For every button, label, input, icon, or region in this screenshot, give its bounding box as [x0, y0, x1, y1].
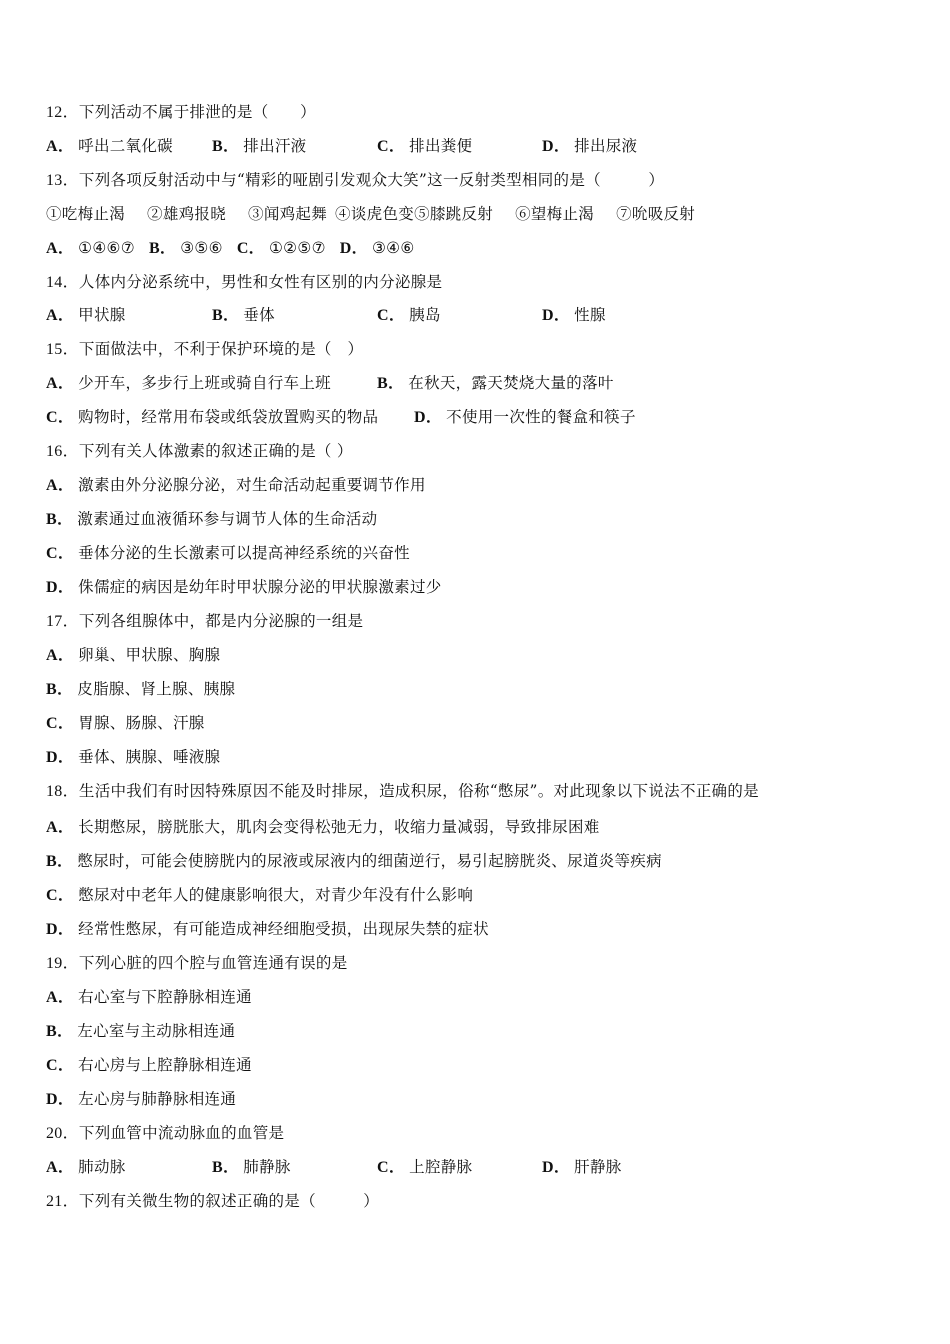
option-c[interactable]: C． 垂体分泌的生长激素可以提高神经系统的兴奋性: [46, 544, 410, 562]
option-a[interactable]: A． 卵巢、甲状腺、胸腺: [46, 646, 221, 664]
reflex-item-1: ①吃梅止渴: [46, 205, 126, 223]
question-text: 下列心脏的四个腔与血管连通有误的是: [78, 954, 348, 972]
question-number: 17．: [46, 613, 79, 630]
reflex-item-5: ⑤膝跳反射: [414, 205, 494, 223]
question-12-options: [46, 134, 906, 158]
option-d[interactable]: D． 不使用一次性的餐盒和筷子: [414, 408, 636, 426]
question-number: 16．: [46, 443, 79, 460]
option-d[interactable]: D． 性腺: [542, 306, 606, 324]
option-c[interactable]: C． 购物时，经常用布袋或纸袋放置购买的物品: [46, 408, 379, 426]
option-c[interactable]: C． 胰岛: [377, 306, 441, 324]
question-number: 21．: [46, 1193, 79, 1210]
option-b[interactable]: B． 皮脂腺、肾上腺、胰腺: [46, 680, 236, 698]
reflex-item-2: ②雄鸡报晓: [147, 205, 227, 223]
question-15-options-row-2: [46, 405, 906, 429]
question-number: 15．: [46, 341, 79, 358]
question-text: 下列各项反射活动中与“精彩的哑剧引发观众大笑”这一反射类型相同的是（ ）: [78, 171, 665, 189]
option-d[interactable]: D． 排出尿液: [542, 137, 638, 155]
question-text: 下列血管中流动脉血的血管是: [78, 1124, 285, 1142]
question-14-options: [46, 303, 906, 327]
question-text: 下列活动不属于排泄的是（ ）: [78, 103, 316, 121]
option-a[interactable]: A． 肺动脉: [46, 1158, 126, 1176]
reflex-item-7: ⑦吮吸反射: [616, 205, 696, 223]
reflex-item-6: ⑥望梅止渴: [515, 205, 595, 223]
question-number: 18．: [46, 783, 79, 800]
question-number: 12．: [46, 104, 79, 121]
question-text: 生活中我们有时因特殊原因不能及时排尿，造成积尿，俗称“憋尿”。对此现象以下说法不正确的是: [78, 782, 759, 800]
option-c[interactable]: C． 胃腺、肠腺、汗腺: [46, 714, 205, 732]
option-d[interactable]: D． 垂体、胰腺、唾液腺: [46, 748, 221, 766]
option-b[interactable]: B． 垂体: [212, 306, 275, 324]
option-a[interactable]: A． ①④⑥⑦: [46, 239, 135, 257]
question-19-stem: [46, 951, 348, 975]
option-d[interactable]: D． 左心房与肺静脉相连通: [46, 1090, 237, 1108]
question-14-stem: [46, 270, 442, 294]
question-text: 下列有关微生物的叙述正确的是（ ）: [78, 1192, 380, 1210]
option-c[interactable]: C． 排出粪便: [377, 137, 473, 155]
question-13-items: [46, 202, 695, 226]
reflex-item-4: ④谈虎色变: [335, 205, 415, 223]
question-15-options-row-1: [46, 371, 906, 395]
question-12-stem: [46, 100, 316, 124]
option-b[interactable]: B． 左心室与主动脉相连通: [46, 1022, 236, 1040]
question-13-stem: [46, 168, 664, 192]
option-a[interactable]: A． 激素由外分泌腺分泌，对生命活动起重要调节作用: [46, 476, 426, 494]
question-17-stem: [46, 609, 363, 633]
option-a[interactable]: A． 呼出二氧化碳: [46, 137, 173, 155]
question-15-stem: [46, 337, 363, 361]
option-a[interactable]: A． 长期憋尿，膀胱胀大，肌肉会变得松弛无力，收缩力量减弱，导致排尿困难: [46, 818, 600, 836]
question-text: 下列各组腺体中，都是内分泌腺的一组是: [78, 612, 364, 630]
option-d[interactable]: D． 肝静脉: [542, 1158, 622, 1176]
question-text: 人体内分泌系统中，男性和女性有区别的内分泌腺是: [78, 273, 443, 291]
question-text: 下列有关人体激素的叙述正确的是（ ）: [78, 442, 353, 460]
question-number: 13．: [46, 172, 79, 189]
question-text: 下面做法中，不利于保护环境的是（ ）: [78, 340, 364, 358]
question-16-stem: [46, 439, 353, 463]
reflex-item-3: ③闻鸡起舞: [248, 205, 328, 223]
option-a[interactable]: A． 少开车，多步行上班或骑自行车上班: [46, 374, 331, 392]
option-b[interactable]: B． ③⑤⑥: [148, 239, 223, 257]
option-b[interactable]: B． 在秋天，露天焚烧大量的落叶: [377, 374, 614, 392]
option-b[interactable]: B． 排出汗液: [212, 137, 307, 155]
option-b[interactable]: B． 激素通过血液循环参与调节人体的生命活动: [46, 510, 378, 528]
question-number: 19．: [46, 955, 79, 972]
option-c[interactable]: C． ①②⑤⑦: [236, 239, 326, 257]
option-c[interactable]: C． 右心房与上腔静脉相连通: [46, 1056, 252, 1074]
option-d[interactable]: D． ③④⑥: [339, 239, 415, 257]
question-20-options: [46, 1155, 906, 1179]
question-20-stem: [46, 1121, 284, 1145]
question-number: 20．: [46, 1125, 79, 1142]
option-a[interactable]: A． 甲状腺: [46, 306, 126, 324]
option-b[interactable]: B． 憋尿时，可能会使膀胱内的尿液或尿液内的细菌逆行，易引起膀胱炎、尿道炎等疾病: [46, 852, 662, 870]
option-d[interactable]: D． 侏儒症的病因是幼年时甲状腺分泌的甲状腺激素过少: [46, 578, 442, 596]
option-d[interactable]: D． 经常性憋尿，有可能造成神经细胞受损，出现尿失禁的症状: [46, 920, 489, 938]
option-a[interactable]: A． 右心室与下腔静脉相连通: [46, 988, 252, 1006]
question-21-stem: [46, 1189, 379, 1213]
question-13-options: [46, 236, 415, 260]
question-number: 14．: [46, 274, 79, 291]
option-b[interactable]: B． 肺静脉: [212, 1158, 291, 1176]
question-18-stem: [46, 779, 759, 803]
option-c[interactable]: C． 上腔静脉: [377, 1158, 473, 1176]
option-c[interactable]: C． 憋尿对中老年人的健康影响很大，对青少年没有什么影响: [46, 886, 474, 904]
